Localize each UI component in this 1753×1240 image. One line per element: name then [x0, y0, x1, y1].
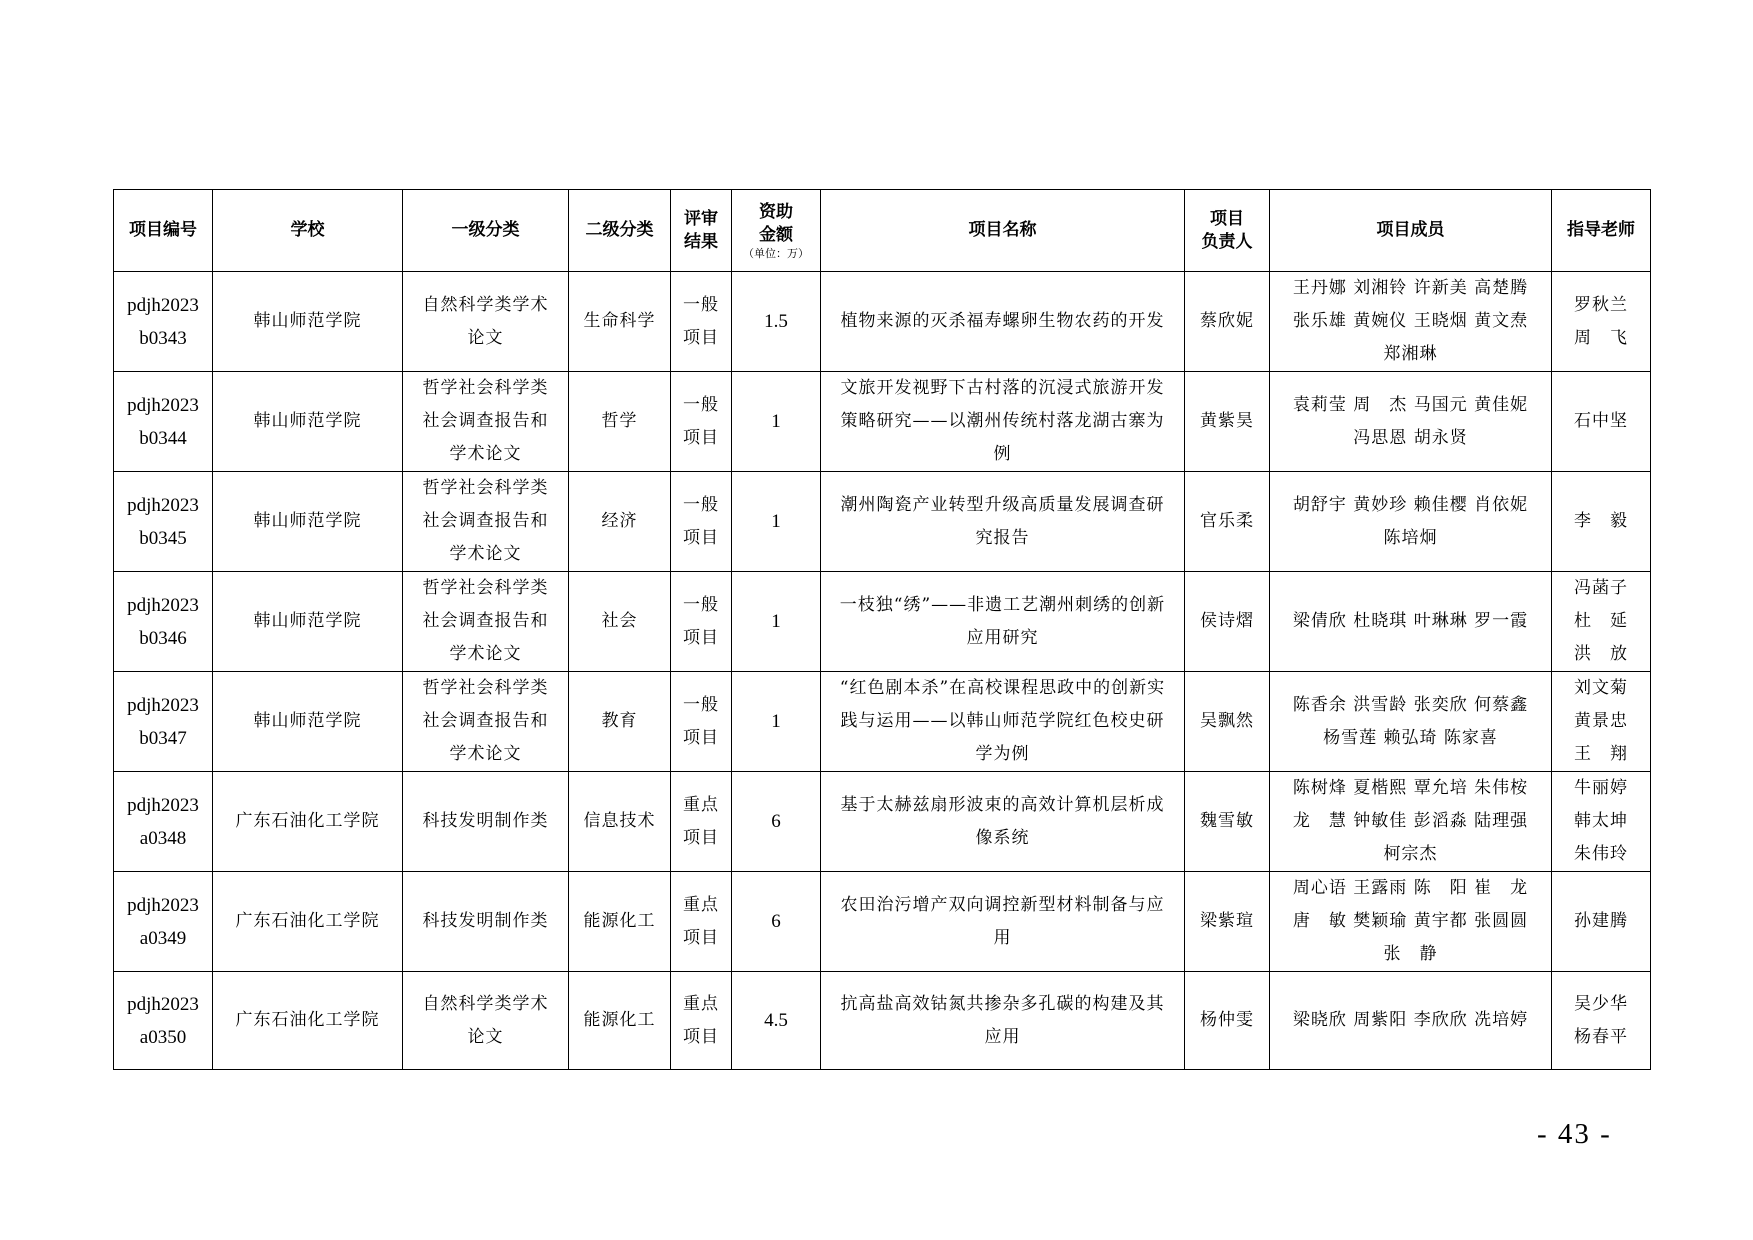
cell-members [1270, 372, 1552, 472]
cell-advisor-line: 朱伟玲 [1574, 844, 1628, 864]
cell-members [1270, 872, 1552, 972]
cell-amount: 4.5 [732, 972, 821, 1070]
cell-amount: 1 [732, 572, 821, 672]
cell-result-line: 项目 [683, 627, 719, 648]
header-result-line: 结果 [684, 231, 718, 252]
header-result-line: 评审 [684, 208, 718, 229]
table-row [114, 272, 1651, 372]
cell-members-line: 梁倩欣 杜晓琪 叶琳琳 罗一霞 [1292, 611, 1529, 631]
cell-result-line: 重点 [683, 794, 719, 815]
cell-code [114, 572, 213, 672]
cell-advisor [1552, 472, 1651, 572]
cell-level1-line: 社会调查报告和 [422, 711, 549, 731]
cell-advisor-line: 周 飞 [1574, 327, 1628, 348]
header-result [671, 190, 732, 272]
cell-level2: 信息技术 [569, 772, 671, 872]
cell-members-line: 袁莉莹 周 杰 马国元 黄佳妮 [1292, 394, 1529, 415]
cell-school: 广东石油化工学院 [213, 772, 403, 872]
cell-result [671, 572, 732, 672]
cell-advisor [1552, 772, 1651, 872]
cell-advisor-line: 杨春平 [1574, 1026, 1628, 1047]
cell-code-line: b0346 [139, 627, 187, 649]
cell-result-line: 项目 [683, 427, 719, 448]
table-row [114, 372, 1651, 472]
cell-name [821, 272, 1185, 372]
cell-level1-line: 学术论文 [449, 744, 522, 764]
cell-level2: 经济 [569, 472, 671, 572]
cell-advisor-line: 韩太坤 [1574, 811, 1628, 831]
cell-advisor-line: 石中坚 [1574, 411, 1628, 431]
cell-result-line: 一般 [683, 394, 719, 415]
cell-name-line: 践与运用——以韩山师范学院红色校史研 [840, 711, 1165, 731]
cell-code-line: b0347 [139, 727, 187, 749]
cell-leader: 魏雪敏 [1185, 772, 1270, 872]
cell-name-line: 究报告 [975, 527, 1030, 548]
cell-name-line: 植物来源的灭杀福寿螺卵生物农药的开发 [840, 311, 1165, 331]
cell-result-line: 一般 [683, 594, 719, 615]
table-row [114, 572, 1651, 672]
cell-advisor-line: 黄景忠 [1574, 711, 1628, 731]
header-name: 项目名称 [821, 190, 1185, 272]
cell-members [1270, 572, 1552, 672]
cell-code-line: pdjh2023 [127, 494, 199, 516]
table-body [114, 272, 1651, 1070]
cell-level1-line: 自然科学类学术 [422, 993, 549, 1014]
cell-leader: 杨仲雯 [1185, 972, 1270, 1070]
cell-advisor [1552, 872, 1651, 972]
cell-level2: 能源化工 [569, 972, 671, 1070]
cell-code-line: a0349 [139, 927, 187, 949]
table-row [114, 672, 1651, 772]
cell-school: 韩山师范学院 [213, 472, 403, 572]
header-leader-line: 负责人 [1201, 231, 1253, 252]
cell-members-line: 唐 敏 樊颖瑜 黄宇都 张圆圆 [1292, 911, 1529, 931]
page-number: - 43 - [1537, 1118, 1612, 1150]
cell-code-line: pdjh2023 [127, 794, 199, 816]
cell-name-line: 抗高盐高效钴氮共掺杂多孔碳的构建及其 [840, 993, 1165, 1014]
cell-name-line: 用 [993, 927, 1012, 948]
cell-level1-line: 论文 [467, 1026, 504, 1047]
cell-code-line: b0343 [139, 327, 187, 349]
cell-name-line: 例 [993, 444, 1012, 464]
cell-result-line: 项目 [683, 527, 719, 548]
cell-level1-line: 科技发明制作类 [422, 911, 549, 931]
cell-members-line: 杨雪莲 赖弘琦 陈家喜 [1323, 727, 1498, 748]
cell-members [1270, 672, 1552, 772]
cell-amount: 1 [732, 672, 821, 772]
cell-level1-line: 哲学社会科学类 [422, 678, 549, 698]
cell-result [671, 772, 732, 872]
cell-code [114, 472, 213, 572]
cell-code [114, 272, 213, 372]
cell-name [821, 772, 1185, 872]
header-advisor: 指导老师 [1552, 190, 1651, 272]
cell-advisor-line: 杜 延 [1574, 611, 1628, 631]
cell-school: 广东石油化工学院 [213, 972, 403, 1070]
header-members: 项目成员 [1270, 190, 1552, 272]
project-table [113, 189, 1651, 1070]
cell-advisor-line: 冯菡子 [1574, 578, 1628, 598]
header-leader [1185, 190, 1270, 272]
cell-name-line: 一枝独“绣”——非遗工艺潮州刺绣的创新 [839, 594, 1166, 615]
cell-level1-line: 论文 [467, 327, 504, 348]
cell-advisor [1552, 372, 1651, 472]
cell-code-line: pdjh2023 [127, 594, 199, 616]
cell-name-line: 策略研究——以潮州传统村落龙湖古寨为 [840, 411, 1165, 431]
cell-name [821, 972, 1185, 1070]
cell-members-line: 梁晓欣 周紫阳 李欣欣 冼培婷 [1292, 1010, 1529, 1030]
cell-result [671, 472, 732, 572]
cell-amount: 1 [732, 472, 821, 572]
cell-result-line: 项目 [683, 727, 719, 748]
cell-name-line: 文旅开发视野下古村落的沉浸式旅游开发 [840, 378, 1165, 398]
cell-level1-line: 学术论文 [449, 444, 522, 464]
cell-level2: 能源化工 [569, 872, 671, 972]
header-level1: 一级分类 [403, 190, 569, 272]
cell-level1-line: 学术论文 [449, 644, 522, 664]
cell-level1-line: 哲学社会科学类 [422, 378, 549, 398]
cell-name-line: “红色剧本杀”在高校课程思政中的创新实 [839, 678, 1166, 698]
cell-advisor-line: 洪 放 [1574, 644, 1628, 664]
cell-code-line: a0350 [139, 1026, 187, 1048]
cell-code-line: a0348 [139, 827, 187, 849]
cell-level1-line: 社会调查报告和 [422, 611, 549, 631]
cell-code [114, 772, 213, 872]
cell-code [114, 972, 213, 1070]
header-code: 项目编号 [114, 190, 213, 272]
cell-result-line: 项目 [683, 827, 719, 848]
cell-result-line: 重点 [683, 993, 719, 1014]
cell-advisor-line: 孙建腾 [1574, 911, 1628, 931]
cell-leader: 官乐柔 [1185, 472, 1270, 572]
cell-leader: 侯诗熠 [1185, 572, 1270, 672]
header-school: 学校 [213, 190, 403, 272]
cell-members-line: 陈培炯 [1383, 527, 1438, 548]
table-row [114, 472, 1651, 572]
cell-name [821, 872, 1185, 972]
cell-level1-line: 科技发明制作类 [422, 811, 549, 831]
cell-members-line: 龙 慧 钟敏佳 彭滔淼 陆理强 [1292, 811, 1529, 831]
cell-advisor [1552, 572, 1651, 672]
cell-code [114, 872, 213, 972]
cell-result-line: 项目 [683, 927, 719, 948]
cell-level1 [403, 472, 569, 572]
cell-level1 [403, 972, 569, 1070]
cell-name [821, 372, 1185, 472]
cell-result-line: 一般 [683, 294, 719, 315]
table-row [114, 972, 1651, 1070]
cell-school: 广东石油化工学院 [213, 872, 403, 972]
cell-level1-line: 哲学社会科学类 [422, 478, 549, 498]
cell-members-line: 张 静 [1383, 944, 1438, 964]
header-amount-line: 资助 [759, 201, 793, 222]
cell-amount: 6 [732, 872, 821, 972]
cell-result [671, 972, 732, 1070]
header-level2: 二级分类 [569, 190, 671, 272]
table-header-row [114, 190, 1651, 272]
cell-level1 [403, 572, 569, 672]
cell-result [671, 672, 732, 772]
cell-level1-line: 社会调查报告和 [422, 411, 549, 431]
cell-code-line: pdjh2023 [127, 993, 199, 1015]
cell-school: 韩山师范学院 [213, 372, 403, 472]
cell-result [671, 272, 732, 372]
cell-members-line: 王丹娜 刘湘铃 许新美 高楚腾 [1292, 278, 1529, 298]
header-amount-unit: （单位：万） [743, 246, 809, 260]
cell-advisor [1552, 272, 1651, 372]
cell-result [671, 872, 732, 972]
cell-amount: 6 [732, 772, 821, 872]
header-amount-line: 金额 [759, 224, 793, 245]
cell-school: 韩山师范学院 [213, 672, 403, 772]
cell-name-line: 潮州陶瓷产业转型升级高质量发展调查研 [840, 494, 1165, 515]
cell-members-line: 柯宗杰 [1383, 844, 1438, 864]
cell-result-line: 项目 [683, 327, 719, 348]
cell-code-line: pdjh2023 [127, 394, 199, 416]
cell-school: 韩山师范学院 [213, 272, 403, 372]
cell-result-line: 一般 [683, 494, 719, 515]
cell-members-line: 胡舒宇 黄妙珍 赖佳樱 肖依妮 [1292, 494, 1529, 515]
cell-leader: 梁紫瑄 [1185, 872, 1270, 972]
cell-level1 [403, 372, 569, 472]
cell-members [1270, 272, 1552, 372]
cell-members-line: 陈香余 洪雪龄 张奕欣 何蔡鑫 [1292, 694, 1529, 715]
cell-level2: 哲学 [569, 372, 671, 472]
cell-name-line: 学为例 [975, 744, 1030, 764]
cell-advisor [1552, 972, 1651, 1070]
cell-result-line: 项目 [683, 1026, 719, 1047]
cell-leader: 黄紫昊 [1185, 372, 1270, 472]
cell-level2: 教育 [569, 672, 671, 772]
cell-code-line: pdjh2023 [127, 894, 199, 916]
cell-members [1270, 772, 1552, 872]
cell-level1 [403, 872, 569, 972]
cell-name [821, 672, 1185, 772]
cell-level1 [403, 672, 569, 772]
cell-amount: 1 [732, 372, 821, 472]
cell-members-line: 张乐雄 黄婉仪 王晓烟 黄文焘 [1292, 311, 1529, 331]
cell-advisor-line: 李 毅 [1574, 511, 1628, 531]
cell-level1-line: 自然科学类学术 [422, 294, 549, 315]
cell-code-line: b0344 [139, 427, 187, 449]
cell-advisor-line: 牛丽婷 [1574, 778, 1628, 798]
cell-advisor-line: 王 翔 [1574, 744, 1628, 764]
cell-level2: 生命科学 [569, 272, 671, 372]
cell-name-line: 像系统 [975, 827, 1030, 848]
cell-result [671, 372, 732, 472]
cell-advisor-line: 刘文菊 [1574, 678, 1628, 698]
cell-members [1270, 472, 1552, 572]
cell-result-line: 重点 [683, 894, 719, 915]
cell-members [1270, 972, 1552, 1070]
cell-name [821, 572, 1185, 672]
cell-leader: 吴飘然 [1185, 672, 1270, 772]
cell-name-line: 基于太赫兹扇形波束的高效计算机层析成 [840, 794, 1165, 815]
cell-code-line: pdjh2023 [127, 694, 199, 716]
cell-name-line: 应用 [984, 1026, 1021, 1047]
cell-level1 [403, 272, 569, 372]
cell-members-line: 周心语 王露雨 陈 阳 崔 龙 [1292, 878, 1529, 898]
cell-advisor-line: 吴少华 [1574, 993, 1628, 1014]
header-amount [732, 190, 821, 272]
cell-advisor [1552, 672, 1651, 772]
cell-advisor-line: 罗秋兰 [1574, 294, 1628, 315]
cell-members-line: 陈树烽 夏楷熙 覃允培 朱伟桉 [1292, 778, 1529, 798]
cell-school: 韩山师范学院 [213, 572, 403, 672]
cell-result-line: 一般 [683, 694, 719, 715]
cell-code [114, 372, 213, 472]
cell-leader: 蔡欣妮 [1185, 272, 1270, 372]
cell-name-line: 应用研究 [966, 627, 1039, 648]
cell-amount: 1.5 [732, 272, 821, 372]
cell-code [114, 672, 213, 772]
cell-level1-line: 哲学社会科学类 [422, 578, 549, 598]
cell-level1 [403, 772, 569, 872]
table-row [114, 772, 1651, 872]
cell-level2: 社会 [569, 572, 671, 672]
cell-members-line: 郑湘琳 [1383, 344, 1438, 364]
cell-level1-line: 社会调查报告和 [422, 511, 549, 531]
cell-name-line: 农田治污增产双向调控新型材料制备与应 [840, 894, 1165, 915]
header-leader-line: 项目 [1210, 208, 1244, 229]
cell-level1-line: 学术论文 [449, 544, 522, 564]
cell-members-line: 冯思恩 胡永贤 [1353, 427, 1468, 448]
cell-code-line: pdjh2023 [127, 294, 199, 316]
cell-name [821, 472, 1185, 572]
table-row [114, 872, 1651, 972]
cell-code-line: b0345 [139, 527, 187, 549]
